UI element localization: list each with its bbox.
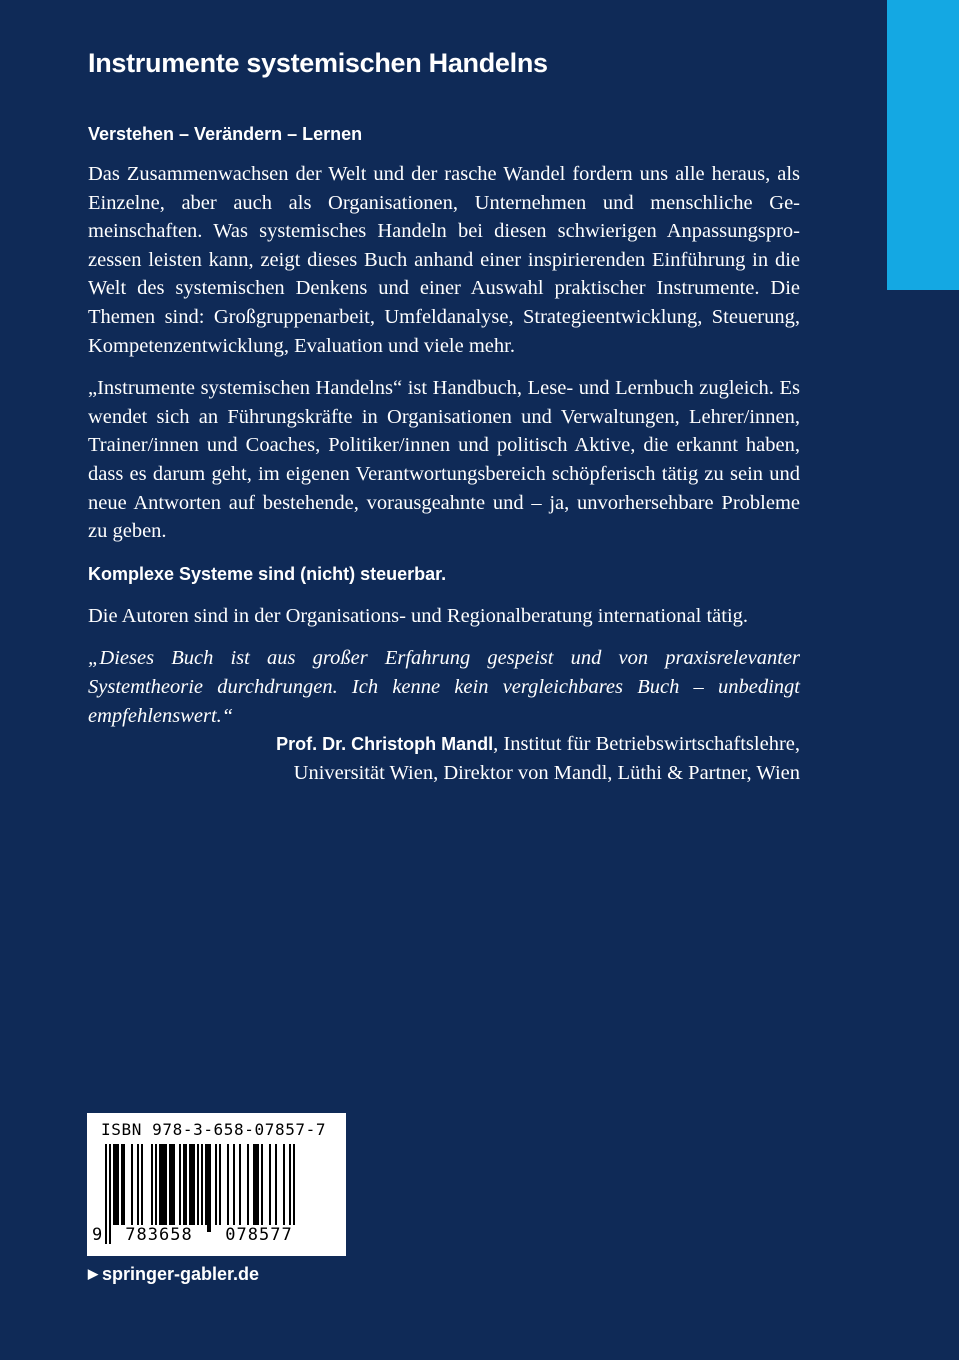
publisher-website[interactable]: [88, 1261, 259, 1287]
ean-right-group: 078577: [211, 1225, 307, 1245]
barcode-bar: [191, 1144, 193, 1232]
isbn-barcode: [87, 1113, 346, 1256]
endorsement-quote: „Dieses Buch ist aus großer Erfahrung gespeist und von praxisrelevanter Systemtheorie durchdrungen. Ich kenne kein vergleichbares Buch – unbedingt empfehlenswert.“: [88, 647, 800, 727]
barcode-bar: [205, 1144, 207, 1232]
barcode-bar: [115, 1144, 117, 1232]
barcode-bar: [209, 1144, 211, 1232]
barcode-bar: [207, 1144, 209, 1232]
endorser-affiliation-line-2: Universität Wien, Direktor von Mandl, Lüthi & Partner, Wien: [293, 761, 800, 784]
barcode-bar: [113, 1144, 115, 1232]
book-title: Instrumente systemischen Handelns: [88, 48, 548, 78]
barcode-bar: [227, 1144, 229, 1232]
barcode-bar: [269, 1144, 271, 1232]
book-subtitle: Verstehen – Verändern – Lernen: [88, 124, 363, 144]
barcode-bar: [155, 1144, 157, 1232]
back-cover-text: [88, 44, 800, 787]
barcode-bar: [161, 1144, 163, 1232]
barcode-bar: [257, 1144, 259, 1232]
barcode-bar: [233, 1144, 235, 1232]
barcode-bar: [121, 1144, 123, 1232]
endorser-name: Prof. Dr. Christoph Mandl: [276, 734, 494, 755]
barcode-bar: [173, 1144, 175, 1232]
description-paragraph-1: Das Zusammenwachsen der Welt und der rasche Wandel fordern uns alle heraus, als Einzelne, aber auch als Organisationen, Unternehmen und menschliche Gemeinschaften. Was systemisches Handeln bei diesen schwierigen Anpassungsprozessen leisten kann, zeigt dieses Buch anhand einer inspirierenden Einführung in die Welt des systemischen Denkens und einer Auswahl praktischer Instrumente. Die Themen sind: Großgruppenarbeit, Umfeldanalyse, Strategieentwicklung, Steuerung, Kompetenzentwicklung, Evaluation und viele mehr.: [88, 163, 800, 357]
endorser-affiliation: , Institut für Betriebswirtschaftslehre,: [493, 733, 800, 756]
barcode-bar: [185, 1144, 187, 1232]
barcode-bar: [171, 1144, 173, 1232]
barcode-bar: [247, 1144, 249, 1232]
barcode-bar: [141, 1144, 143, 1232]
barcode-bar: [239, 1144, 241, 1232]
barcode-bar: [165, 1144, 167, 1232]
isbn-label: ISBN 978-3-658-07857-7: [101, 1120, 327, 1139]
accent-color-bar: [887, 0, 959, 290]
ean-left-group: 783658: [111, 1225, 207, 1245]
barcode-bar: [117, 1144, 119, 1232]
barcode-bar: [261, 1144, 263, 1232]
barcode-bar: [253, 1144, 255, 1232]
description-paragraph-2: „Instrumente systemischen Handelns“ ist Handbuch, Lese- und Lernbuch zugleich. Es wendet sich an Führungskräfte in Organisationen und Verwaltungen, Lehrer/innen, Trainer/innen und Coaches, Politiker/innen und politisch Aktive, die erkannt haben, dass es darum geht, im eigenen Verantwortungsbereich schöpferisch tätig zu sein und neue Antworten auf bestehende, vorausgeahnte und – ja, unvorhersehbare Probleme zu geben.: [88, 377, 800, 543]
barcode-bar: [123, 1144, 125, 1232]
barcode-bar: [255, 1144, 257, 1232]
barcode-bar: [131, 1144, 133, 1232]
authors-note: Die Autoren sind in der Organisations- und Regionalberatung international tätig.: [88, 604, 749, 627]
barcode-bar: [163, 1144, 165, 1232]
barcode-bar: [275, 1144, 277, 1232]
ean-first-digit: 9: [92, 1225, 103, 1245]
barcode-bar: [179, 1144, 181, 1232]
barcode-bar: [219, 1144, 221, 1232]
barcode-bar: [215, 1144, 217, 1232]
emphasis-statement: Komplexe Systeme sind (nicht) steuerbar.: [88, 563, 447, 584]
barcode-bar: [189, 1144, 191, 1232]
barcode-bar: [151, 1144, 153, 1232]
endorsement-attribution: [88, 730, 800, 787]
barcode-bar: [159, 1144, 161, 1232]
arrow-right-icon: ▶: [88, 1266, 98, 1281]
website-url[interactable]: springer-gabler.de: [102, 1264, 260, 1284]
barcode-bar: [283, 1144, 285, 1232]
barcode-bar: [105, 1144, 107, 1244]
barcode-bar: [169, 1144, 171, 1232]
barcode-bar: [137, 1144, 139, 1232]
barcode-bar: [183, 1144, 185, 1232]
barcode-bar: [193, 1144, 195, 1232]
